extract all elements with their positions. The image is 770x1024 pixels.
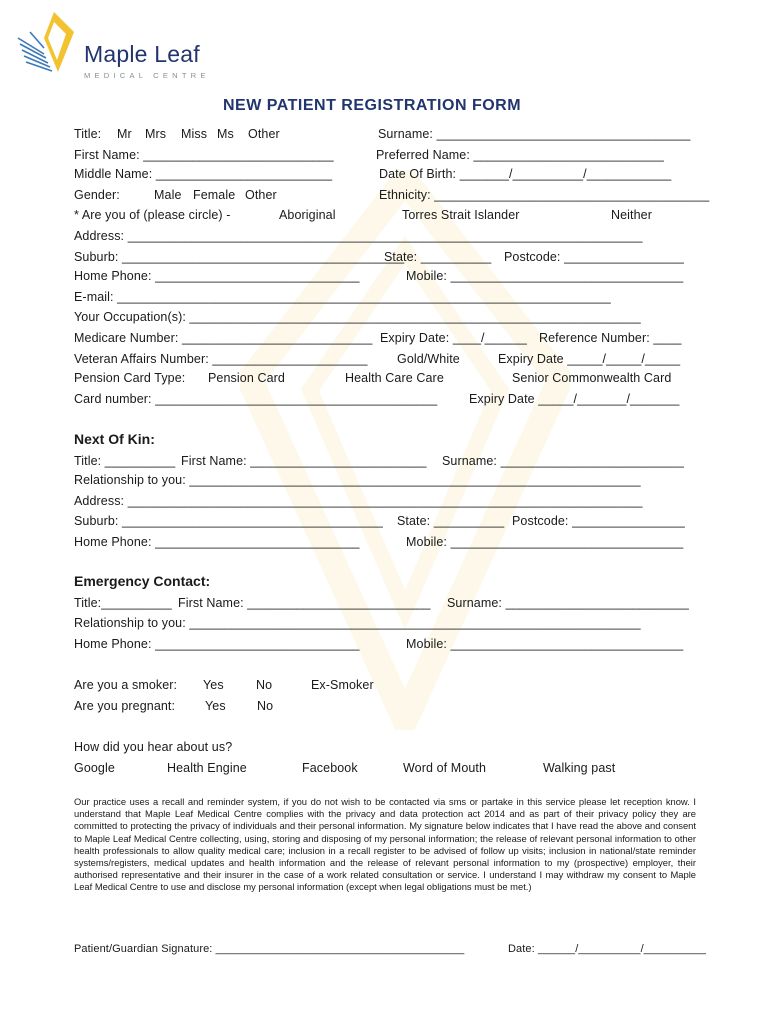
surname-field[interactable]: Surname: ____________________________________: [378, 127, 691, 141]
referral-option-word-of-mouth[interactable]: Word of Mouth: [403, 761, 487, 775]
logo-subtitle: MEDICAL CENTRE: [84, 71, 210, 80]
first-name-field[interactable]: First Name: ___________________________: [74, 148, 334, 162]
pension-label: Pension Card Type:: [74, 371, 186, 385]
form-title: NEW PATIENT REGISTRATION FORM: [223, 97, 522, 114]
title-label: Title:: [74, 127, 102, 141]
gender-option-female[interactable]: Female: [193, 188, 236, 202]
pregnant-label: Are you pregnant:: [74, 699, 176, 713]
mobile-field[interactable]: Mobile: _________________________________: [406, 269, 684, 283]
title-option-miss[interactable]: Miss: [181, 127, 208, 141]
maple-leaf-logo-icon: [14, 8, 80, 78]
signature-field[interactable]: Patient/Guardian Signature: ________________________________________: [74, 943, 465, 955]
referral-option-google[interactable]: Google: [74, 761, 115, 775]
nok-home-phone-field[interactable]: Home Phone: _____________________________: [74, 535, 360, 549]
email-field[interactable]: E-mail: ______________________________________________________________________: [74, 290, 611, 304]
origin-option-neither[interactable]: Neither: [611, 208, 652, 222]
nok-suburb-field[interactable]: Suburb: _____________________________________: [74, 514, 383, 528]
reference-number-field[interactable]: Reference Number: ____: [539, 331, 682, 345]
smoker-label: Are you a smoker:: [74, 678, 178, 692]
logo-name: Maple Leaf: [84, 41, 200, 67]
referral-option-walking-past[interactable]: Walking past: [543, 761, 616, 775]
nok-address-field[interactable]: Address: _________________________________________________________________________: [74, 494, 643, 508]
card-expiry-field[interactable]: Expiry Date _____/_______/_______: [469, 392, 680, 406]
card-number-field[interactable]: Card number: ________________________________________: [74, 392, 438, 406]
title-option-ms[interactable]: Ms: [217, 127, 234, 141]
medicare-field[interactable]: Medicare Number: ___________________________: [74, 331, 373, 345]
emergency-heading: Emergency Contact:: [74, 573, 211, 589]
nok-postcode-field[interactable]: Postcode: ________________: [512, 514, 685, 528]
ec-first-name-field[interactable]: First Name: __________________________: [178, 596, 431, 610]
nok-relationship-field[interactable]: Relationship to you: ________________________________________________________________: [74, 473, 641, 487]
next-of-kin-heading: Next Of Kin:: [74, 431, 155, 447]
pregnant-option-no[interactable]: No: [257, 699, 274, 713]
smoker-option-ex[interactable]: Ex-Smoker: [311, 678, 374, 692]
ec-surname-field[interactable]: Surname: __________________________: [447, 596, 689, 610]
nok-mobile-field[interactable]: Mobile: _________________________________: [406, 535, 684, 549]
suburb-field[interactable]: Suburb: ________________________________________: [74, 250, 405, 264]
preferred-name-field[interactable]: Preferred Name: ___________________________: [376, 148, 664, 162]
gold-white-option[interactable]: Gold/White: [397, 352, 460, 366]
gender-option-male[interactable]: Male: [154, 188, 182, 202]
state-field[interactable]: State: __________: [384, 250, 492, 264]
smoker-option-no[interactable]: No: [256, 678, 273, 692]
middle-name-field[interactable]: Middle Name: _________________________: [74, 167, 333, 181]
pension-option-senior[interactable]: Senior Commonwealth Card: [512, 371, 672, 385]
medicare-expiry-field[interactable]: Expiry Date: ____/______: [380, 331, 527, 345]
dob-field[interactable]: Date Of Birth: _______/__________/____________: [379, 167, 672, 181]
ec-title-field[interactable]: Title:__________: [74, 596, 172, 610]
nok-first-name-field[interactable]: First Name: _________________________: [181, 454, 427, 468]
origin-option-aboriginal[interactable]: Aboriginal: [279, 208, 336, 222]
nok-state-field[interactable]: State: __________: [397, 514, 505, 528]
nok-surname-field[interactable]: Surname: __________________________: [442, 454, 684, 468]
veteran-affairs-field[interactable]: Veteran Affairs Number: ______________________: [74, 352, 368, 366]
pregnant-option-yes[interactable]: Yes: [205, 699, 226, 713]
veteran-expiry-field[interactable]: Expiry Date _____/_____/_____: [498, 352, 681, 366]
nok-title-field[interactable]: Title: __________: [74, 454, 176, 468]
pension-option-health-care[interactable]: Health Care Care: [345, 371, 444, 385]
title-option-mr[interactable]: Mr: [117, 127, 132, 141]
ec-mobile-field[interactable]: Mobile: _________________________________: [406, 637, 684, 651]
title-option-other[interactable]: Other: [248, 127, 280, 141]
gender-option-other[interactable]: Other: [245, 188, 277, 202]
address-field[interactable]: Address: _________________________________________________________________________: [74, 229, 643, 243]
referral-option-health-engine[interactable]: Health Engine: [167, 761, 247, 775]
signature-date-field[interactable]: Date: ______/__________/__________: [508, 943, 706, 955]
consent-text: Our practice uses a recall and reminder system, if you do not wish to be contacted via sms or partake in this service please let reception know. I understand that Maple Leaf Medical Centre complies with the privacy and data protection act 2014 and as part of their privacy policy they are committed to protecting the privacy of individuals and their personal information. My signature below indicates that I have read the above and consent to Maple Leaf Medical Centre collecting, using, storing and disposing of my personal information; the release of relevant personal information to other health professionals to allow quality medical care; inclusion in a recall register to be advised of follow up visits; inclusion in national/state reminder systems/registers, medical updates and health information and the release of relevant personal information to my (prospective) employer, their authorised representative and their insurer in the case of a work related consultation or service. I understand I may withdraw my consent to Maple Leaf Medical Centre to use and disclose my personal information (except when legal obligations must be met.): [74, 796, 696, 893]
origin-option-torres[interactable]: Torres Strait Islander: [402, 208, 520, 222]
origin-label: * Are you of (please circle) -: [74, 208, 231, 222]
smoker-option-yes[interactable]: Yes: [203, 678, 224, 692]
occupation-field[interactable]: Your Occupation(s): ________________________________________________________________: [74, 310, 641, 324]
home-phone-field[interactable]: Home Phone: _____________________________: [74, 269, 360, 283]
ec-home-phone-field[interactable]: Home Phone: _____________________________: [74, 637, 360, 651]
title-option-mrs[interactable]: Mrs: [145, 127, 167, 141]
gender-label: Gender:: [74, 188, 120, 202]
postcode-field[interactable]: Postcode: _________________: [504, 250, 684, 264]
referral-option-facebook[interactable]: Facebook: [302, 761, 358, 775]
ethnicity-field[interactable]: Ethnicity: _______________________________________: [379, 188, 710, 202]
ec-relationship-field[interactable]: Relationship to you: ________________________________________________________________: [74, 616, 641, 630]
pension-option-pension[interactable]: Pension Card: [208, 371, 285, 385]
referral-question: How did you hear about us?: [74, 740, 233, 754]
